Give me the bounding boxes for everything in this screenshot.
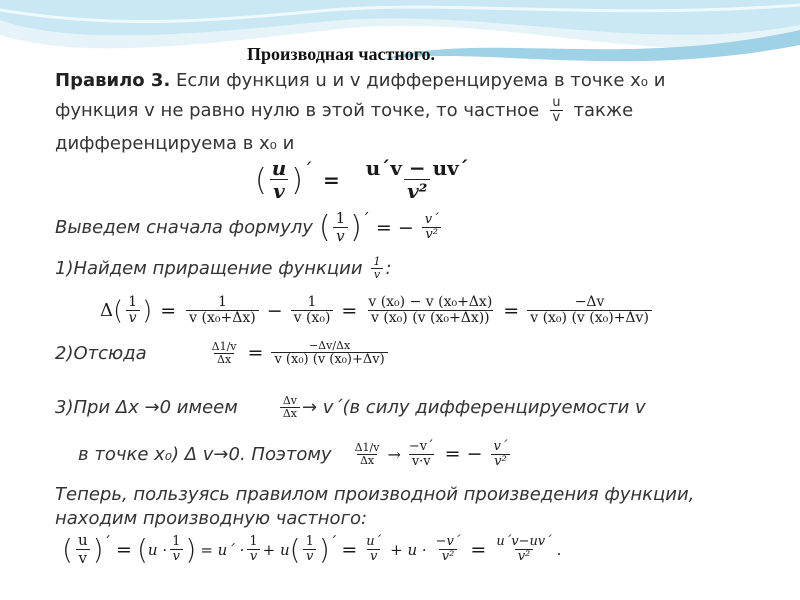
step3-h-num: −v´ — [408, 439, 434, 454]
final-t4-fraction — [363, 535, 384, 564]
final-t6-fraction — [493, 535, 554, 564]
rule-line-1 — [55, 70, 665, 91]
final-t2-fraction — [246, 535, 260, 564]
delta-c-num: v (x₀) − v (x₀+Δx) — [368, 294, 493, 310]
rule-text-2b: также — [573, 99, 634, 121]
conclusion-line-2: находим производную частного: — [55, 508, 368, 529]
final-t5-num: −v´ — [435, 534, 461, 550]
main-quotient-formula: ( $\frac{u}{v}$ ) ´ = $\frac{u´v - uv´}{\text{v²}}$ — [255, 158, 485, 202]
final-eq4: = — [470, 538, 487, 561]
delta-eq3: = — [503, 299, 520, 322]
delta-c-fraction — [365, 295, 495, 326]
rule-label: Правило 3. — [55, 70, 171, 91]
step1-text: 1)Найдем приращение функции — [55, 257, 363, 279]
conclusion-line-1: Теперь, пользуясь правилом производной произведения функции, — [55, 484, 695, 505]
step1-den: v — [371, 268, 383, 281]
delta-lhs-fraction — [125, 295, 140, 326]
step3-h-fraction — [406, 440, 437, 469]
delta-a-num: 1 — [217, 294, 227, 310]
step2-text: 2)Отсюда — [55, 342, 147, 364]
step0-text: Выведем сначала формулу — [55, 217, 313, 238]
step0-rhs-fraction — [422, 213, 442, 242]
final-lhs-fraction — [75, 533, 91, 566]
delta-eq1: = — [160, 299, 177, 322]
delta-minus: − — [266, 299, 283, 322]
main-rhs-den: v² — [404, 179, 430, 202]
step3-text-b: → v´(в силу дифференцируемости v — [301, 396, 646, 418]
final-t4-den: v — [367, 549, 380, 564]
step3-arrow: → — [387, 444, 401, 464]
step1-fraction — [371, 256, 384, 281]
delta-d-den: v (x₀) (v (x₀)+Δv) — [527, 310, 652, 326]
step2-lhs-fraction — [209, 341, 240, 366]
step0-rhs-num: v´ — [424, 212, 439, 228]
final-prime: ´ — [103, 533, 112, 551]
rule-line-3: дифференцируема в x₀ и — [55, 133, 295, 154]
main-rhs-fraction — [352, 158, 483, 202]
final-lhs-den: v — [76, 549, 90, 567]
delta-b-fraction — [291, 295, 334, 326]
step3-dv-den: Δx — [280, 407, 300, 420]
step0-den: v — [333, 227, 347, 245]
step0-fraction — [333, 208, 349, 245]
final-eq2: = u´ · — [200, 540, 245, 559]
step3-text-c: в точке x₀) Δ v→0. Поэтому — [78, 443, 332, 465]
main-rhs-num: u´v − uv´ — [365, 156, 469, 180]
step2-rhs-den: v (x₀) (v (x₀)+Δv) — [271, 352, 387, 367]
step3-h-den: v·v — [409, 454, 434, 469]
delta-symbol: Δ — [100, 300, 113, 322]
step2-lhs-den: Δx — [214, 353, 234, 366]
delta-lhs-num: 1 — [128, 294, 138, 310]
step3-text-a: 3)При Δx →0 имеем — [55, 396, 238, 418]
step0-line: Выведем сначала формулу ( $\frac{1}{v}$ ) ´ = − $\frac{v´}{\text{v²}}$ — [55, 210, 444, 245]
final-lhs-num: u — [77, 531, 88, 549]
step0-eq: = − — [375, 216, 414, 239]
step0-num: 1 — [335, 208, 346, 227]
rule-text-1: Если функция u и v дифференцируема в точке x₀ и — [170, 70, 666, 91]
main-eq: = — [322, 168, 340, 192]
final-t5-fraction — [433, 535, 464, 564]
final-t1-a: u · — [147, 540, 168, 559]
quotient-fraction — [549, 96, 563, 125]
final-plus2: + u · — [390, 540, 427, 559]
step3-g-den: Δx — [357, 454, 377, 467]
final-t3-num: 1 — [305, 534, 314, 550]
delta-c-den: v (x₀) (v (x₀+Δx)) — [368, 310, 493, 326]
step3-line-1 — [55, 395, 646, 420]
delta-b-den: v (x₀) — [291, 310, 334, 326]
step1-line — [55, 256, 392, 281]
final-dot: . — [556, 540, 562, 559]
step3-k-num: v´ — [493, 439, 508, 454]
step2-rhs-fraction — [271, 340, 387, 367]
step3-k-fraction — [491, 440, 511, 469]
delta-equation: Δ ( $\frac{1}{v}$ ) = $\frac{1}{\text{v (x₀+Δx)}}$ − $\frac{1}{\text{v (x₀)}}$ = $\frac{\text{v (x₀) − v (x₀+Δx)}}{\text{v (x₀) (v (x₀+Δx))}}$ = $\frac{-\Delta v}{\text{v (x₀) (v (x₀)+Δv)}}$ — [100, 295, 654, 326]
delta-d-num: −Δv — [574, 294, 605, 310]
rule-line-2 — [55, 96, 633, 125]
step1-colon: : — [385, 257, 392, 279]
delta-lhs-den: v — [126, 310, 140, 326]
slide-title: Производная частного. — [247, 44, 435, 64]
final-t2-den: v — [247, 549, 260, 564]
final-t5-den: v² — [439, 549, 458, 564]
final-t1-fraction — [169, 535, 183, 564]
final-t1-num: 1 — [172, 534, 181, 550]
final-formula: ( $\frac{u}{v}$ ) ´ = ( u · $\frac{1}{v}$ ) = u´ · $\frac{1}{v}$ + u ( $\frac{1}{v}$ ) ´ = $\frac{u´}{v}$ + u · $\frac{-v´}{\text{v²}}$ = $\frac{u´v-uv´}{\text{v²}}$ . — [62, 531, 562, 567]
final-t2-num: 1 — [249, 534, 258, 550]
delta-eq2: = — [341, 299, 358, 322]
delta-d-fraction — [527, 295, 652, 326]
step2-eq: = — [247, 342, 264, 365]
final-t4-num: u´ — [366, 534, 382, 550]
step3-dv-fraction — [280, 395, 300, 420]
main-lhs-den: v — [270, 179, 288, 202]
quotient-den: v — [550, 110, 564, 125]
step2-line — [55, 340, 390, 367]
quotient-num: u — [552, 95, 561, 110]
step3-eq: = − — [444, 443, 483, 466]
step3-k-den: v² — [491, 454, 510, 469]
step0-rhs-den: v² — [422, 227, 441, 242]
final-t6-num: u´v−uv´ — [496, 534, 552, 550]
rule-text-2: функция v не равно нулю в этой точке, то частное — [55, 99, 540, 121]
final-t1-den: v — [170, 549, 183, 564]
step2-rhs-num: −Δv/Δx — [308, 339, 351, 352]
step3-line-2 — [78, 440, 512, 469]
final-eq3: = — [341, 538, 358, 561]
step0-prime: ´ — [361, 210, 370, 229]
main-lhs-num: u — [271, 156, 287, 180]
delta-b-num: 1 — [307, 294, 317, 310]
final-eq1: = — [116, 538, 132, 561]
main-prime: ´ — [302, 158, 313, 182]
step3-dv-num: Δv — [282, 394, 297, 407]
step1-num: 1 — [373, 255, 381, 268]
step3-g-num: Δ1/v — [354, 441, 380, 455]
delta-a-fraction — [186, 295, 259, 326]
final-t6-den: v² — [515, 549, 534, 564]
step2-lhs-num: Δ1/v — [211, 340, 237, 354]
final-t3-den: v — [303, 549, 316, 564]
step3-g-fraction — [352, 442, 383, 467]
final-plus1: + u — [262, 540, 290, 559]
main-lhs-fraction — [269, 158, 290, 202]
delta-a-den: v (x₀+Δx) — [186, 310, 259, 326]
final-t3-fraction — [303, 535, 317, 564]
